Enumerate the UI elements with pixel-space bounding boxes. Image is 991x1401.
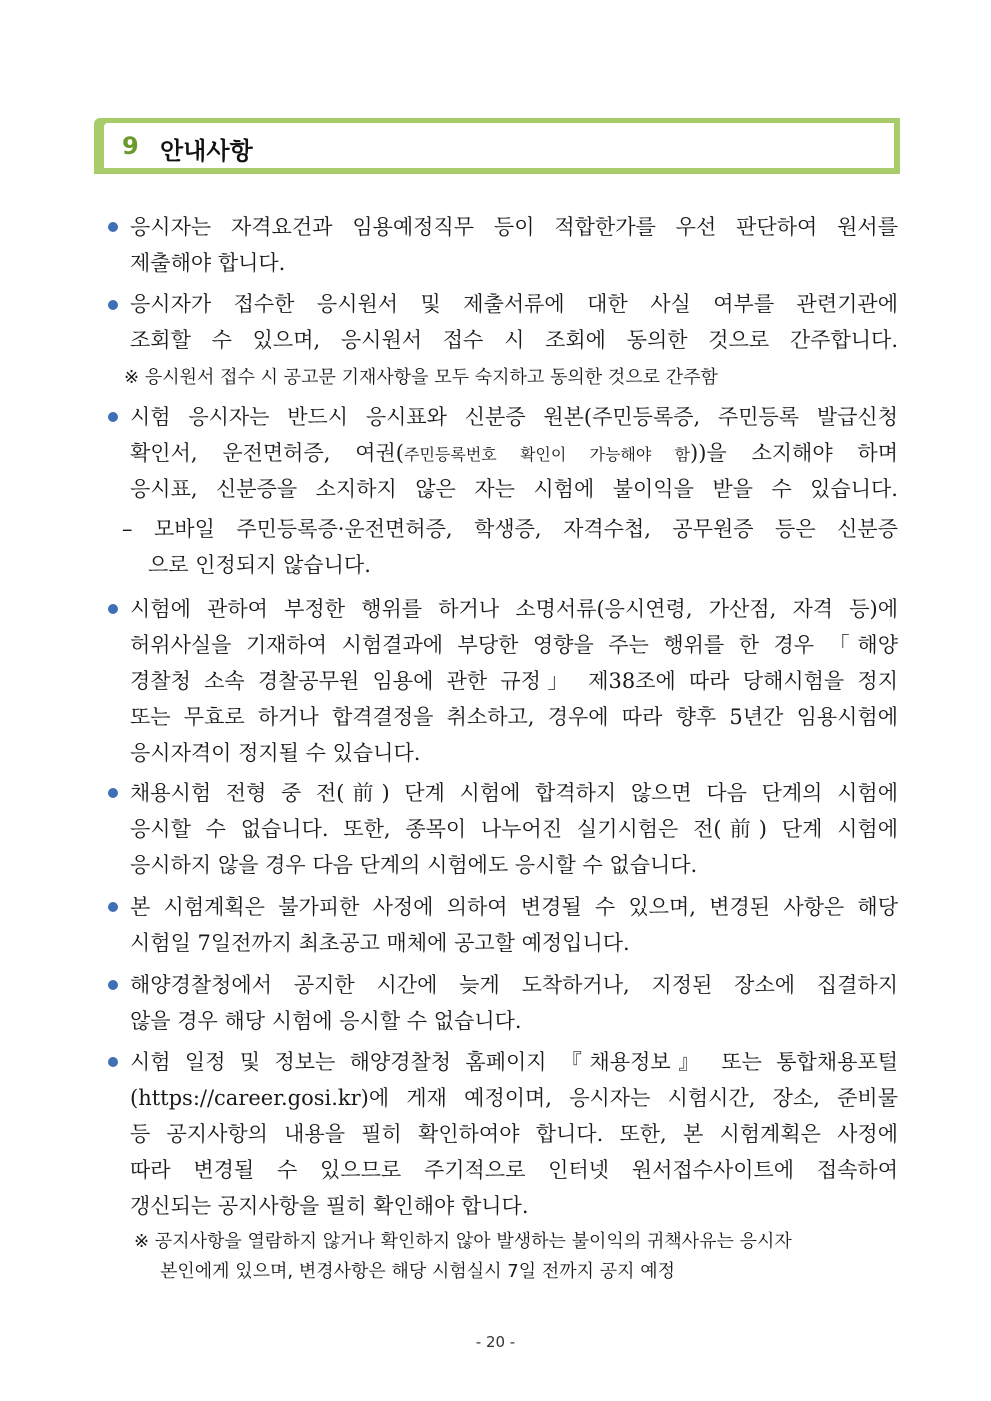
item-1-line-2: 제출해야 합니다. [130, 251, 286, 275]
item-5-line-1: 채용시험 전형 중 전(前) 단계 시험에 합격하지 않으면 다음 단계의 시험에 [130, 781, 898, 805]
bullet-icon [108, 980, 118, 990]
item-8-line-1: 시험 일정 및 정보는 해양경찰청 홈페이지 『채용정보』 또는 통합채용포털 [130, 1050, 898, 1074]
item-4-line-1: 시험에 관하여 부정한 행위를 하거나 소명서류(응시연령, 가산점, 자격 등)에 [130, 597, 898, 621]
bullet-icon [108, 300, 118, 310]
item-6-line-1: 본 시험계획은 불가피한 사정에 의하여 변경될 수 있으며, 변경된 사항은 해당 [130, 895, 898, 919]
item-8-line-5: 갱신되는 공지사항을 필히 확인해야 합니다. [130, 1194, 529, 1218]
item-2-note: ※ 응시원서 접수 시 공고문 기재사항을 모두 숙지하고 동의한 것으로 간주함 [124, 367, 718, 388]
item-1-line-1: 응시자는 자격요건과 임용예정직무 등이 적합한가를 우선 판단하여 원서를 [130, 215, 898, 239]
item-7-line-2: 않을 경우 해당 시험에 응시할 수 없습니다. [130, 1009, 522, 1033]
bullet-icon [108, 412, 118, 422]
item-8-line-3: 등 공지사항의 내용을 필히 확인하여야 합니다. 또한, 본 시험계획은 사정에 [130, 1122, 898, 1146]
item-3-line-2 [130, 439, 898, 469]
item-5-line-3: 응시하지 않을 경우 다음 단계의 시험에도 응시할 수 없습니다. [130, 853, 698, 877]
item-8-note-2: 본인에게 있으며, 변경사항은 해당 시험실시 7일 전까지 공지 예정 [160, 1261, 676, 1282]
item-2-line-1: 응시자가 접수한 응시원서 및 제출서류에 대한 사실 여부를 관련기관에 [130, 292, 898, 316]
section-header [94, 118, 900, 174]
bullet-icon [108, 604, 118, 614]
item-3-sub-1: – 모바일 주민등록증·운전면허증, 학생증, 자격수첩, 공무원증 등은 신분증 [122, 517, 898, 541]
item-8-line-2: (https://career.gosi.kr)에 게재 예정이며, 응시자는 시험시간, 장소, 준비물 [130, 1086, 898, 1110]
item-3-line-1: 시험 응시자는 반드시 응시표와 신분증 원본(주민등록증, 주민등록 발급신청 [130, 405, 898, 429]
section-header-box [104, 123, 894, 168]
page-number: - 20 - [475, 1333, 516, 1351]
item-4-line-5: 응시자격이 정지될 수 있습니다. [130, 741, 421, 765]
section-title: 안내사항 [160, 137, 253, 165]
item-8-line-4: 따라 변경될 수 있으므로 주기적으로 인터넷 원서접수사이트에 접속하여 [130, 1158, 898, 1182]
item-3-line-2a: 확인서, 운전면허증, 여권( [130, 441, 404, 465]
item-6-line-2: 시험일 7일전까지 최초공고 매체에 공고할 예정입니다. [130, 931, 630, 955]
item-4-line-2: 허위사실을 기재하여 시험결과에 부당한 영향을 주는 행위를 한 경우 「해양 [130, 633, 898, 657]
item-8-note-1: ※ 공지사항을 열람하지 않거나 확인하지 않아 발생하는 불이익의 귀책사유는 응시자 [134, 1231, 792, 1252]
item-2-line-2: 조회할 수 있으며, 응시원서 접수 시 조회에 동의한 것으로 간주합니다. [130, 328, 898, 352]
item-4-line-3: 경찰청 소속 경찰공무원 임용에 관한 규정」 제38조에 따라 당해시험을 정지 [130, 669, 898, 693]
item-3-line-3: 응시표, 신분증을 소지하지 않은 자는 시험에 불이익을 받을 수 있습니다. [130, 477, 898, 501]
item-5-line-2: 응시할 수 없습니다. 또한, 종목이 나누어진 실기시험은 전(前) 단계 시험에 [130, 817, 898, 841]
bullet-icon [108, 788, 118, 798]
bullet-icon [108, 902, 118, 912]
item-3-line-2-small: 주민등록번호 확인이 가능해야 함 [404, 445, 690, 464]
item-3-line-2b: ))을 소지해야 하며 [690, 441, 898, 465]
item-7-line-1: 해양경찰청에서 공지한 시간에 늦게 도착하거나, 지정된 장소에 집결하지 [130, 973, 898, 997]
bullet-icon [108, 1057, 118, 1067]
item-4-line-4: 또는 무효로 하거나 합격결정을 취소하고, 경우에 따라 향후 5년간 임용시험에 [130, 705, 898, 729]
item-3-sub-2: 으로 인정되지 않습니다. [148, 553, 371, 577]
bullet-icon [108, 222, 118, 232]
section-number: 9 [122, 132, 139, 160]
